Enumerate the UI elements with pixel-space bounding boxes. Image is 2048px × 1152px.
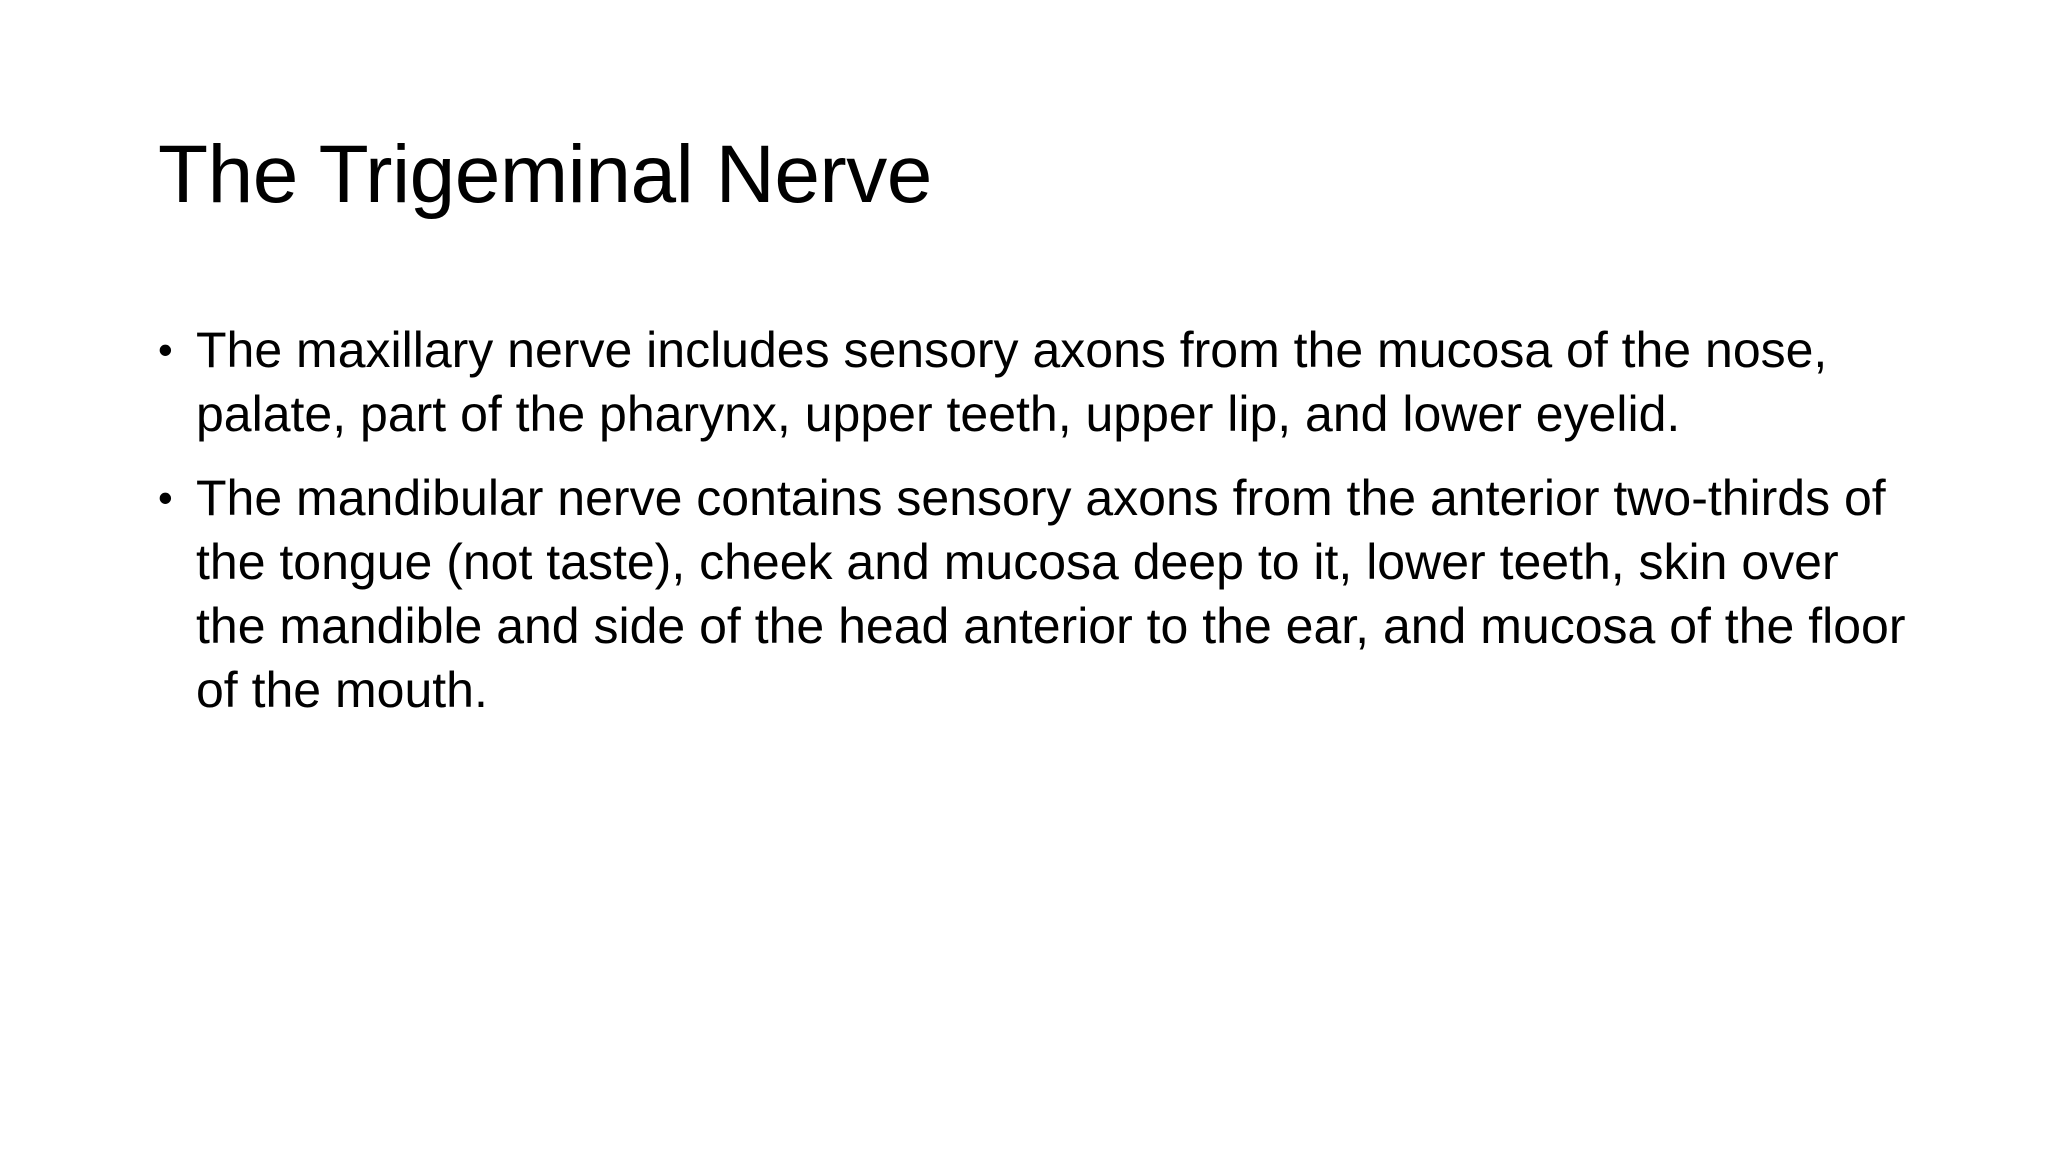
bullet-item-maxillary xyxy=(158,318,1920,446)
bullet-dot-icon: • xyxy=(158,326,173,373)
bullet-dot-icon: • xyxy=(158,474,173,521)
bullet-text: The maxillary nerve includes sensory axons from the mucosa of the nose, palate, part of the pharynx, upper teeth, upper lip, and lower eyelid. xyxy=(196,322,1828,442)
bullet-list xyxy=(158,318,1920,742)
slide-title: The Trigeminal Nerve xyxy=(158,129,932,220)
bullet-text: The mandibular nerve contains sensory axons from the anterior two-thirds of the tongue (not taste), cheek and mucosa deep to it, lower teeth, skin over the mandible and side of the head anterior to the ear, and mucosa of the floor of the mouth. xyxy=(196,470,1906,718)
bullet-item-mandibular xyxy=(158,466,1920,722)
